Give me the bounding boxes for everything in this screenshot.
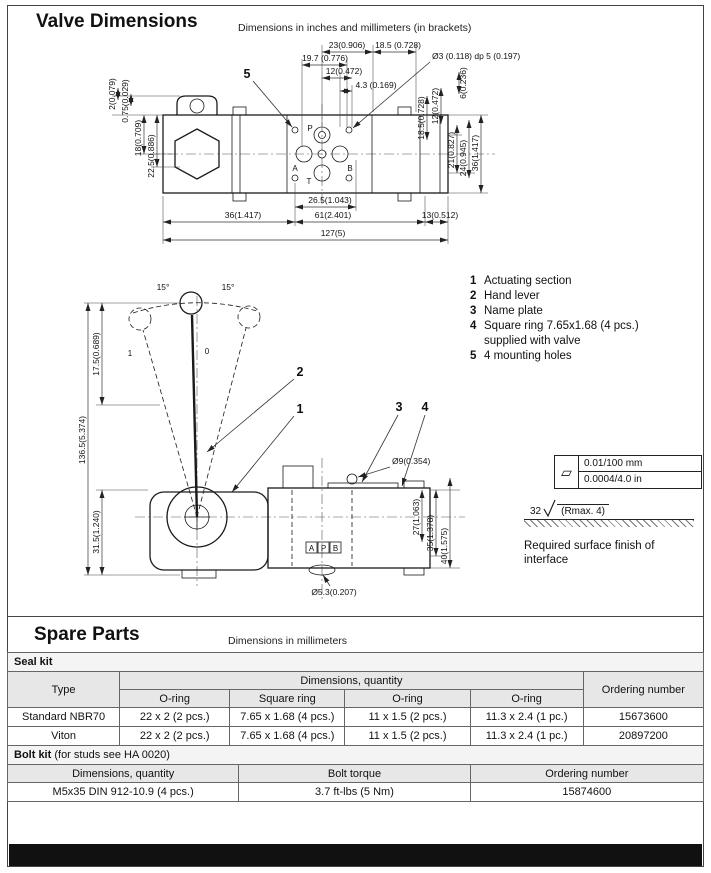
legend-text: Actuating section: [484, 275, 572, 287]
dim-40: 40(1.575): [439, 527, 449, 565]
bolt-kit-label: Bolt kit: [14, 749, 52, 761]
legend-text: Name plate: [484, 305, 543, 317]
front-port-label-a: A: [308, 544, 315, 553]
port-label-b: B: [347, 164, 353, 173]
cell-type: Viton: [8, 727, 120, 746]
dim-21: 21(0.827): [446, 131, 456, 169]
cell-bolt-ordering: 15874600: [470, 783, 703, 802]
port-label-p: P: [307, 124, 313, 133]
angle-left-label: 15°: [156, 282, 170, 292]
dim-0-75: 0.75(0.029): [120, 79, 130, 123]
table-row-bolt-kit: [8, 783, 704, 802]
bolt-kit-table: [7, 745, 704, 802]
bolt-kit-header-row: [8, 765, 704, 783]
cell-type: Standard NBR70: [8, 708, 120, 727]
legend-text: Square ring 7.65x1.68 (4 pcs.): [484, 320, 639, 332]
cell-oring-2: 11 x 1.5 (2 pcs.): [345, 727, 470, 746]
port-label-t: T: [306, 177, 312, 186]
subheader-square-ring: Square ring: [230, 690, 345, 708]
legend-item-4: [470, 319, 705, 334]
cell-oring-3: 11.3 x 2.4 (1 pc.): [470, 727, 583, 746]
flatness-parallelogram-icon: ▱: [555, 456, 579, 488]
callout-3: 3: [395, 400, 403, 414]
cell-ordering-number: 15673600: [583, 708, 703, 727]
bolt-ordering-header: Ordering number: [470, 765, 703, 783]
dim-12-top: 12(0.472): [325, 66, 363, 76]
dim-4-3: 4.3 (0.169): [355, 80, 397, 90]
legend-item-2: [470, 289, 705, 304]
spare-parts-title: Spare Parts: [34, 624, 140, 645]
cell-square-ring: 7.65 x 1.68 (4 pcs.): [230, 727, 345, 746]
table-row-viton: [8, 727, 704, 746]
legend-num: 2: [470, 290, 477, 302]
spare-parts-tables: [7, 652, 704, 802]
front-port-label-b: B: [332, 544, 339, 553]
bolt-kit-note: (for studs see HA 0020): [54, 749, 170, 761]
surface-roughness-note: [530, 499, 706, 517]
dim-18-5-top: 18.5 (0.728): [375, 40, 421, 50]
callout-2: 2: [296, 365, 304, 379]
bolt-torque-header: Bolt torque: [239, 765, 470, 783]
seal-kit-header-row-1: [8, 672, 704, 690]
ordering-number-header: Ordering number: [583, 672, 703, 708]
angle-right-label: 15°: [221, 282, 235, 292]
legend-num: 4: [470, 320, 477, 332]
dim-d5-3: Ø5.3(0.207): [311, 587, 357, 597]
dim-36-bottom: 36(1.417): [224, 210, 262, 220]
cell-square-ring: 7.65 x 1.68 (4 pcs.): [230, 708, 345, 727]
front-port-label-p: P: [320, 544, 327, 553]
callout-5: 5: [243, 67, 251, 81]
table-row-standard-nbr70: [8, 708, 704, 727]
dim-26-5: 26.5(1.043): [308, 195, 352, 205]
flatness-mm: 0.01/100 mm: [579, 456, 701, 472]
flatness-spec-box: [554, 455, 702, 489]
surface-finish-block: [524, 455, 706, 567]
dim-61: 61(2.401): [314, 210, 352, 220]
legend-text: Hand lever: [484, 290, 540, 302]
dim-18: 18(0.709): [133, 119, 143, 157]
dim-17-5: 17.5(0.689): [91, 332, 101, 376]
surface-roughness-icon: [541, 499, 557, 517]
dims-qty-header: Dimensions, quantity: [120, 672, 584, 690]
seal-kit-label: Seal kit: [14, 656, 53, 668]
dim-18-5-vert: 18.5(0.728): [416, 96, 426, 140]
dim-127: 127(5): [320, 228, 346, 238]
legend-num: 5: [470, 350, 477, 362]
flatness-in: 0.0004/4.0 in: [584, 474, 642, 485]
surface-finish-caption: Required surface finish of interface: [524, 540, 655, 566]
cell-oring-3: 11.3 x 2.4 (1 pc.): [470, 708, 583, 727]
cell-oring-1: 22 x 2 (2 pcs.): [120, 727, 230, 746]
roughness-value: 32: [530, 506, 542, 517]
dim-22-5: 22.5(0.886): [146, 134, 156, 178]
cell-oring-2: 11 x 1.5 (2 pcs.): [345, 708, 470, 727]
subheader-oring-2: O-ring: [345, 690, 470, 708]
legend-item-4-cont: supplied with valve: [484, 335, 581, 347]
parts-legend: [470, 274, 705, 364]
legend-item-3: [470, 304, 705, 319]
port-label-a: A: [292, 164, 298, 173]
seal-kit-table: [7, 652, 704, 746]
dim-27: 27(1.063): [411, 498, 421, 536]
cell-ordering-number: 20897200: [583, 727, 703, 746]
dim-23: 23(0.906): [328, 40, 366, 50]
legend-item-5: [470, 349, 705, 364]
dim-19-7: 19.7 (0.776): [302, 53, 348, 63]
callout-4: 4: [421, 400, 429, 414]
footer-bar: [9, 844, 702, 866]
page-title: Valve Dimensions: [36, 11, 198, 32]
dim-36-right: 36(1.417): [470, 134, 480, 172]
cell-bolt-dims: M5x35 DIN 912-10.9 (4 pcs.): [8, 783, 239, 802]
dim-35: 35(1.378): [425, 514, 435, 552]
bolt-kit-label-row: [8, 746, 704, 765]
legend-item-1: [470, 274, 705, 289]
ground-hatch-line: [524, 519, 694, 527]
lever-position-0: 0: [204, 347, 210, 356]
legend-text: 4 mounting holes: [484, 350, 572, 362]
dim-6: 6(0.236): [458, 67, 468, 99]
seal-kit-label-row: [8, 653, 704, 672]
dim-13: 13(0.512): [421, 210, 459, 220]
page-subtitle: Dimensions in inches and millimeters (in brackets): [238, 22, 472, 34]
subheader-oring-3: O-ring: [470, 690, 583, 708]
cell-oring-1: 22 x 2 (2 pcs.): [120, 708, 230, 727]
dim-12-vert: 12(0.472): [430, 87, 440, 125]
spare-parts-subtitle: Dimensions in millimeters: [228, 635, 348, 647]
bolt-dims-qty-header: Dimensions, quantity: [8, 765, 239, 783]
lever-position-1: 1: [127, 349, 133, 358]
dim-2: 2(0.079): [107, 78, 117, 110]
section-divider: [7, 616, 704, 617]
legend-num: 1: [470, 275, 477, 287]
dim-d9: Ø9(0.354): [392, 456, 431, 466]
dim-31-5: 31.5(1.240): [91, 510, 101, 554]
dim-24: 24(0.945): [458, 139, 468, 177]
dim-136-5: 136.5(5.374): [77, 415, 87, 465]
legend-num: 3: [470, 305, 477, 317]
type-header: Type: [8, 672, 120, 708]
subheader-oring-1: O-ring: [120, 690, 230, 708]
callout-1: 1: [296, 402, 304, 416]
dim-hole-note: Ø3 (0.118) dp 5 (0.197): [432, 51, 521, 61]
cell-bolt-torque: 3.7 ft-lbs (5 Nm): [239, 783, 470, 802]
rmax-value: (Rmax. 4): [557, 504, 609, 517]
